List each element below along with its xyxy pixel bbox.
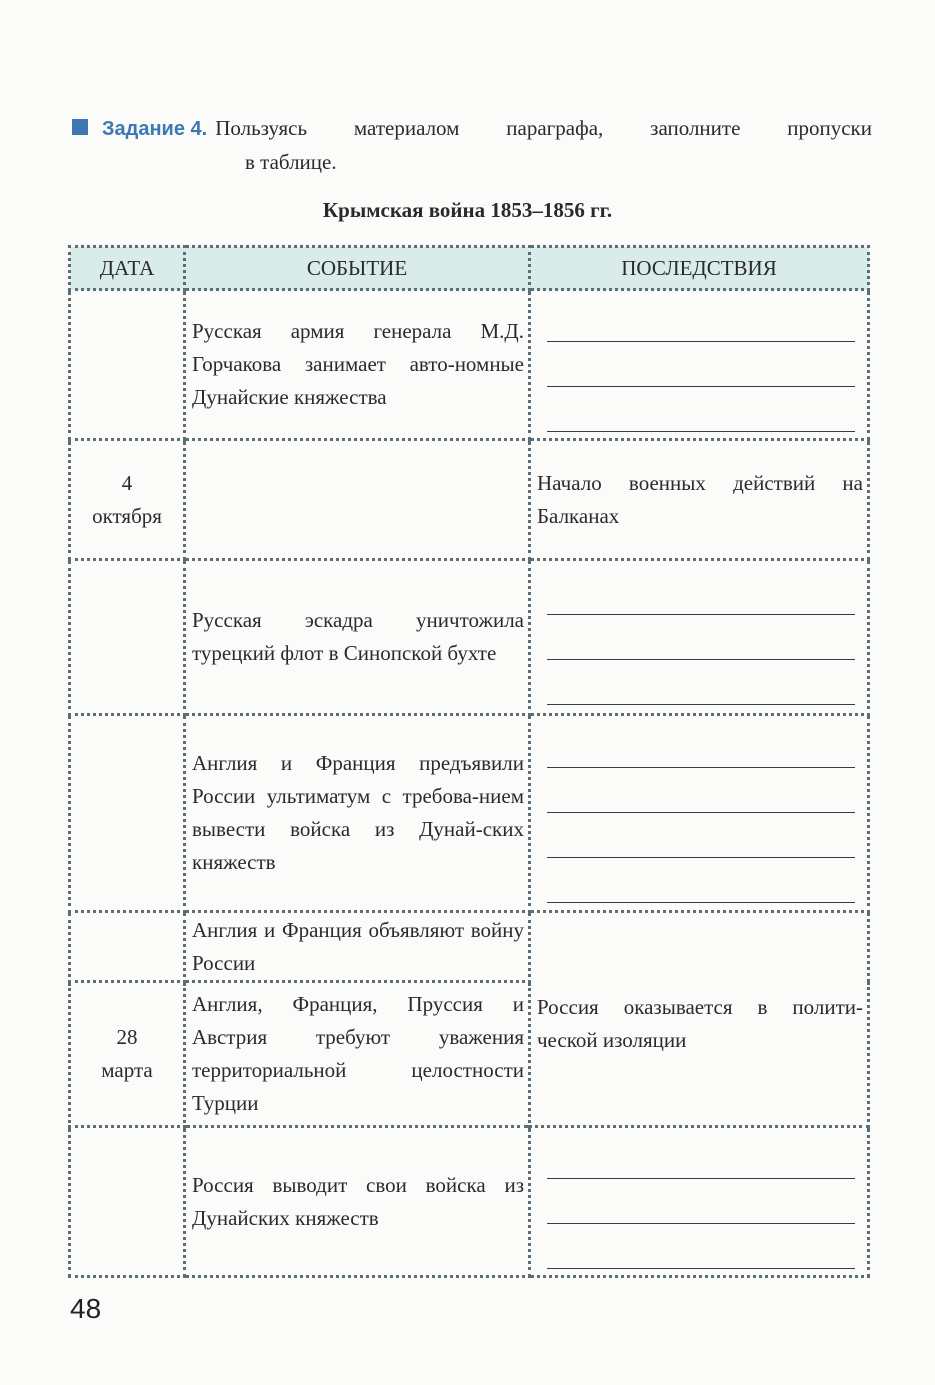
event-cell: Англия и Франция предъявили России ультиматум с требова-нием вывести войска из Дунай-ских княжеств bbox=[185, 715, 530, 912]
page-number: 48 bbox=[70, 1293, 102, 1324]
answer-blank[interactable] bbox=[547, 297, 855, 342]
task-text-line-2: в таблице. bbox=[245, 150, 337, 174]
event-cell: Русская армия генерала М.Д. Горчакова занимает авто-номные Дунайские княжества bbox=[185, 290, 530, 440]
square-bullet-icon bbox=[72, 119, 88, 135]
table-title: Крымская война 1853–1856 гг. bbox=[322, 198, 613, 222]
task-text-line-1: Пользуясь материалом параграфа, заполните пропуски bbox=[215, 116, 872, 140]
task-block bbox=[72, 112, 872, 179]
consequence-cell: Начало военных действий на Балканах bbox=[530, 440, 869, 560]
consequence-cell[interactable] bbox=[530, 560, 869, 715]
consequence-cell[interactable] bbox=[530, 1127, 869, 1277]
crimean-war-table bbox=[68, 245, 870, 1278]
date-cell[interactable] bbox=[70, 290, 185, 440]
answer-blank[interactable] bbox=[547, 615, 855, 660]
answer-blank[interactable] bbox=[547, 570, 855, 615]
answer-blank[interactable] bbox=[547, 660, 855, 705]
table-row bbox=[70, 912, 869, 982]
answer-blank[interactable] bbox=[547, 858, 855, 903]
table-row bbox=[70, 1127, 869, 1277]
answer-blank[interactable] bbox=[547, 387, 855, 432]
header-event: СОБЫТИЕ bbox=[185, 247, 530, 290]
date-cell[interactable] bbox=[70, 560, 185, 715]
date-cell[interactable] bbox=[70, 1127, 185, 1277]
answer-blank[interactable] bbox=[547, 342, 855, 387]
answer-blank[interactable] bbox=[547, 813, 855, 858]
consequence-cell[interactable] bbox=[530, 715, 869, 912]
consequence-cell: Россия оказывается в полити-ческой изоляции bbox=[530, 912, 869, 1127]
table-row bbox=[70, 715, 869, 912]
header-date: ДАТА bbox=[70, 247, 185, 290]
date-cell: 28 марта bbox=[70, 982, 185, 1127]
answer-blank[interactable] bbox=[547, 1179, 855, 1224]
table-row bbox=[70, 290, 869, 440]
event-cell: Россия выводит свои войска из Дунайских княжеств bbox=[185, 1127, 530, 1277]
answer-blank[interactable] bbox=[547, 723, 855, 768]
event-cell: Англия, Франция, Пруссия и Австрия требуют уважения территориальной целостности Турции bbox=[185, 982, 530, 1127]
task-label: Задание 4. bbox=[102, 118, 208, 140]
date-cell: 4 октября bbox=[70, 440, 185, 560]
answer-blank[interactable] bbox=[547, 1134, 855, 1179]
table-row bbox=[70, 440, 869, 560]
answer-blank[interactable] bbox=[547, 768, 855, 813]
date-cell[interactable] bbox=[70, 912, 185, 982]
date-cell[interactable] bbox=[70, 715, 185, 912]
answer-blank[interactable] bbox=[547, 1224, 855, 1269]
event-cell: Англия и Франция объявляют войну России bbox=[185, 912, 530, 982]
table-header-row bbox=[70, 247, 869, 290]
table-row bbox=[70, 560, 869, 715]
header-consequences: ПОСЛЕДСТВИЯ bbox=[530, 247, 869, 290]
event-cell[interactable] bbox=[185, 440, 530, 560]
consequence-cell[interactable] bbox=[530, 290, 869, 440]
event-cell: Русская эскадра уничтожила турецкий флот в Синопской бухте bbox=[185, 560, 530, 715]
task-line-1 bbox=[72, 112, 872, 146]
